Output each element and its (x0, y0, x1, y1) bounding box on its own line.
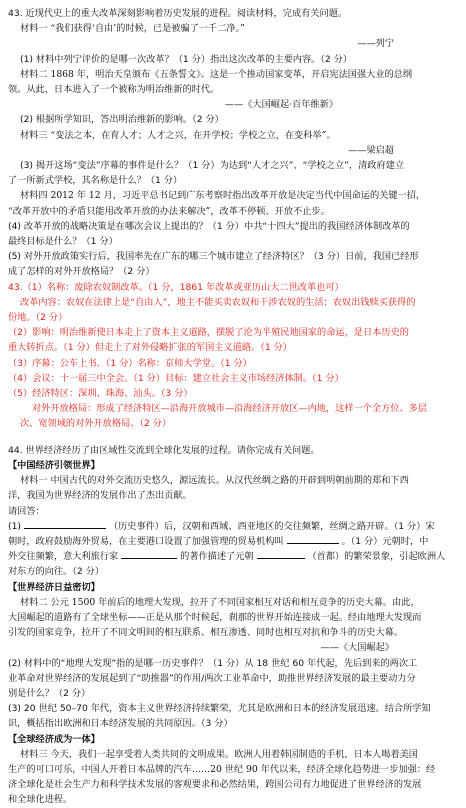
q44-question-1-line (8, 534, 458, 549)
q43-question-5-line: 成了怎样的对外开放格局？（2 分） (8, 266, 155, 278)
answer-43-5-pattern-end: 次、宽领域的对外开放格局。（2 分） (20, 418, 172, 430)
q44-material-3-line: 济全球化是社会生产力和科学技术发展的客观要求和必然结果，跨国公司有力地促进了世界经济的发展 (8, 779, 422, 791)
q44-question-1-text: 的著作描述了元朝 (180, 551, 254, 563)
answer-43-2-line: 重大转折点。（1 分）但走上了对外侵略扩张的军国主义道路。（1 分） (8, 342, 292, 354)
q43-question-2: (2) 根据所学知识，答出明治维新的影响。（2 分） (20, 114, 224, 126)
answer-blank[interactable] (121, 549, 177, 559)
section-title: 【中国经济引领世界】 (8, 459, 100, 471)
q43-material-2-line: 领。从此，日本进入了一个被称为明治维新的时代。 (8, 84, 220, 96)
q44-question-1-text: （历史事件）后，汉朝和西域、西亚地区的交往频繁，丝绸之路开辟。（1 分）宋 (108, 520, 435, 532)
q43-material-4-line: 材料四 2012 年 12 月，习近平总书记到广东考察时指出改革开放是决定当代中国命运的关键一招， (20, 190, 426, 202)
q44-question-1-line: 对东方的向往。（2 分） (8, 566, 105, 578)
q43-question-4-line: (4) 改革开放的战略决策是在哪次会议上提出的？（1 分）中共“十四大”提出的我国经济体制改革的 (8, 220, 410, 232)
q43-question-1: (1) 材料中列宁评价的是哪一次改革？（1 分）指出这次改革的主要内容。（2 分） (20, 53, 353, 65)
material-text: “我们获得‘自由’的时候，已是被骗了一千二净。” (50, 23, 245, 35)
section-title: 【世界经济日益密切】 (8, 581, 100, 593)
q44-question-1-line (8, 549, 458, 564)
q44-material-3-line: 生产的可口可乐，中国人开着日本品牌的汽车……20 世纪 90 年代以来，经济全球化趋势进一步加强：经 (8, 763, 436, 775)
q44-prompt: 请回答： (8, 505, 45, 517)
q43-question-4-line: 最终目标是什么？（1 分） (8, 236, 118, 248)
q44-question-3-line: 识，概括指出欧洲和日本经济发展的共同原因。（3 分） (8, 718, 233, 730)
answer-43-4: （4）会议：十一届三中全会。（1 分）目标：建立社会主义市场经济体制。（1 分） (8, 372, 344, 384)
answer-43-5-zones: （5）经济特区：深圳、珠海、汕头。（3 分） (8, 388, 193, 400)
q44-material-1-line: 材料一 中国古代的对外交流历史悠久，源远流长。从汉代丝绸之路的开辟到明朝前期的郑和下西 (20, 475, 409, 487)
answer-43-1-name: 43.（1）名称：废除农奴制改革。（1 分，1861 年改革或亚历山大二世改革也可） (8, 281, 344, 293)
answer-blank[interactable] (24, 519, 106, 529)
q44-material-2-line: 引发的国家竞争，拉开了不同文明间的相互联系、相互渗透、同时也相互对抗和争斗的历史大幕。 (8, 627, 404, 639)
q43-material-2-line: 材料二 1868 年，明治天皇颁布《五条誓文》。这是一个推动国家变革，开启宪法国强大业的总纲 (20, 68, 413, 80)
q44-question-2-line: (2) 材料中的“地理大发现”指的是哪一历史事件？（1 分）从 18 世纪 60 年代起，先后到来的两次工 (8, 657, 418, 669)
q44-question-2-line: 别是什么？（2 分） (8, 687, 91, 699)
answer-43-3: （3）序幕：公车上书。（1 分）名称：京师大学堂。（1 分） (8, 357, 252, 369)
answer-43-1-content: 改革内容：农奴在法律上是“自由人”，地主不能买卖农奴和干涉农奴的生活；农奴出钱赎买获得的 (20, 296, 416, 308)
q43-material-1-source: ——列宁 (357, 38, 394, 50)
q43-material-1 (8, 21, 458, 36)
q44-intro: 44. 世界经济经历了由区域性交流到全球化发展的过程。请你完成有关问题。 (8, 444, 320, 456)
q44-question-1-text: 。（1 分）元朝时，中 (341, 535, 429, 547)
q43-question-3-line: (3) 揭开这场“变法”序幕的事件是什么？（1 分）为达到“人才之兴”、“学校之立”，清政府建立 (20, 160, 405, 172)
q44-material-3-line: 材料三 今天，我们一起享受着人类共同的文明成果。欧洲人用着韩国制造的手机，日本人喝着美国 (20, 748, 418, 760)
q44-material-1-line: 洋，我国为世界经济的发展作出了杰出贡献。 (8, 490, 192, 502)
q44-material-2-source: ——《大国崛起》 (320, 642, 394, 654)
answer-43-2-line: （2）影响：明治维新使日本走上了资本主义道路，摆脱了沦为半殖民地国家的命运，是日本历史的 (8, 327, 409, 339)
material-label: 材料一 (20, 23, 48, 35)
q43-intro: 43. 近现代史上的重大改革深刻影响着历史发展的进程。阅读材料，完成有关问题。 (8, 8, 348, 19)
section-title: 【全球经济成为一体】 (8, 733, 100, 745)
q44-material-3-line: 和全球化进程。 (8, 794, 73, 806)
q43-question-3-line: 了一所新式学校，其名称是什么？（1 分） (8, 175, 183, 187)
q44-question-1-text: 朝时，政府鼓励海外贸易，在主要港口设置了加强管理的贸易机构叫 (8, 535, 284, 547)
answer-blank[interactable] (257, 549, 305, 559)
q44-question-1-line (8, 519, 458, 534)
q43-material-2-source: ——《大国崛起·百年维新》 (224, 99, 338, 111)
q44-material-2-line: 大国崛起的道路有了全球坐标——正是从那个时候起，刹那的世界开始连接成一起。经由地理大发现而 (8, 611, 422, 623)
q44-question-3-line: (3) 20 世纪 50–70 年代，资本主义世界经济持续繁荣，尤其是欧洲和日本的经济发展迅速。结合所学知 (8, 703, 431, 715)
q43-material-4-line: “改革开放中的矛盾只能用改革开放的办法来解决”，改革不停顿、开放不止步。 (8, 205, 330, 217)
answer-43-1-content-end: 份地。（2 分） (8, 312, 68, 324)
q43-material-3: 材料三 “变法之本，在育人才；人才之兴，在开学校；学校之立，在变科举”。 (20, 129, 336, 141)
answer-blank[interactable] (287, 534, 339, 544)
q44-question-1-text: 外交往频繁，意大利旅行家 (8, 551, 119, 563)
answer-43-5-pattern: 对外开放格局：形成了经济特区—沿海开放城市—沿海经济开放区—内地，这样一个全方位、多层 (32, 403, 428, 415)
q44-question-1-number: (1) (8, 520, 22, 532)
q44-question-1-text: （首都）的繁荣景象，引起欧洲人 (307, 551, 446, 563)
q44-material-2-line: 材料二 公元 1500 年前后的地理大发现，拉开了不同国家相互对话和相互竞争的历史大幕。由此， (20, 596, 420, 608)
q43-material-3-source: ——梁启超 (348, 144, 394, 156)
q44-question-2-line: 业革命对世界经济的发展起到了“助推器”的作用/两次工业革命中，助推世界经济发展的最主要动力分 (8, 672, 416, 684)
q43-question-5-line: (5) 对外开放政策实行后，我国率先在广东的哪三个城市建立了经济特区？（3 分）日前，我国已经形 (8, 251, 419, 263)
